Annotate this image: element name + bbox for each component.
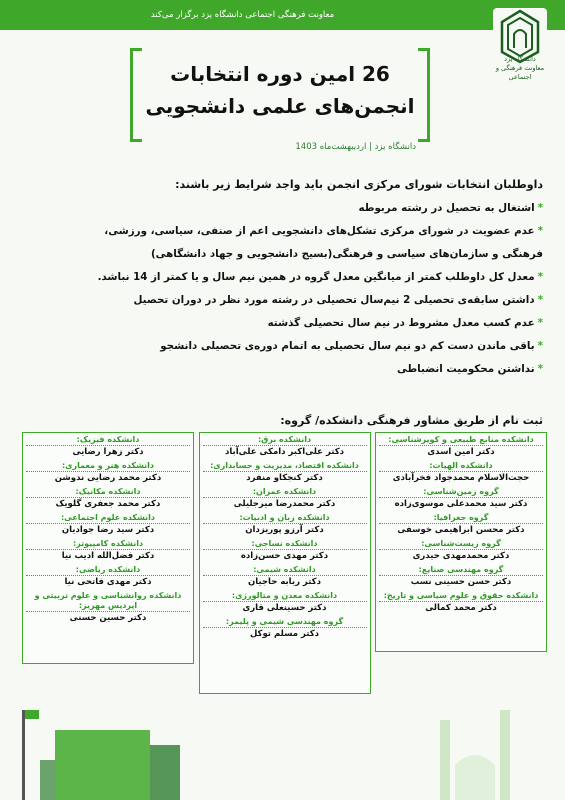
- requirements-list: [18, 197, 543, 381]
- requirement-text: عدم عضویت در شورای مرکزی تشکل‌های دانشجویی اعم از صنفی، سیاسی، ورزشی،: [104, 225, 535, 237]
- advisor-name: دکتر حسن حسینی نسب: [410, 577, 512, 587]
- faculty-name: دانشکده حقوق و علوم سیاسی و تاریخ:: [379, 591, 543, 602]
- faculty-name: گروه مهندسی شیمی و پلیمر:: [203, 617, 367, 628]
- faculty-name: گروه زیست‌شناسی:: [379, 539, 543, 550]
- faculty-name: دانشکده عمران:: [203, 487, 367, 498]
- advisor-entry: [203, 539, 367, 563]
- advisor-entry: [379, 461, 543, 485]
- advisor-name: دکتر مسلم توکل: [249, 629, 320, 639]
- advisor-entry: [26, 539, 190, 563]
- requirement-text: فرهنگی و سازمان‌های سیاسی و فرهنگی(بسیج دانشجویی و جهاد دانشگاهی): [150, 248, 543, 260]
- faculty-name: دانشکده زبان و ادبیات:: [203, 513, 367, 524]
- requirement-item: [18, 312, 543, 335]
- advisor-entry: [26, 565, 190, 589]
- advisor-entry: [26, 591, 190, 625]
- title-line-1: 26 امین دوره انتخابات: [170, 62, 390, 86]
- university-skyline-illustration: [0, 690, 565, 800]
- advisor-entry: [203, 461, 367, 485]
- requirement-text: عدم کسب معدل مشروط در نیم سال تحصیلی گذشته: [267, 317, 535, 329]
- banner-text: معاونت فرهنگی اجتماعی دانشگاه یزد برگزار می‌کند: [150, 10, 335, 20]
- faculty-name: دانشکده مکانیک:: [26, 487, 190, 498]
- faculty-name: دانشکده روانشناسی و علوم تربیتی و اپردیس مهریز:: [26, 591, 190, 612]
- title-subtitle: دانشگاه یزد | اردیبهشت‌ماه 1403: [295, 142, 416, 152]
- faculty-name: دانشکده هنر و معماری:: [26, 461, 190, 472]
- title-line-2: انجمن‌های علمی دانشجویی: [145, 94, 415, 118]
- requirement-item: [18, 335, 543, 358]
- advisor-entry: [379, 565, 543, 589]
- bullet-star-icon: *: [537, 202, 543, 214]
- advisor-name: دکتر علی‌اکبر دامکی علی‌آباد: [224, 447, 345, 457]
- advisor-name: دکتر فضل‌الله ادیب نیا: [61, 551, 155, 561]
- requirement-text: معدل کل داوطلب کمتر از میانگین معدل گروه در همین نیم سال و یا کمتر از 14 نباشد.: [97, 271, 535, 283]
- advisor-name: دکتر مهدی حسن‌زاده: [240, 551, 329, 561]
- advisor-name: دکتر محمدرضا میرجلیلی: [233, 499, 336, 509]
- advisor-entry: [203, 487, 367, 511]
- advisor-name: دکتر زهرا رضایی: [72, 447, 144, 457]
- faculty-name: دانشکده منابع طبیعی و کویرشناسی:: [379, 435, 543, 446]
- advisor-entry: [379, 513, 543, 537]
- advisors-column-1: [22, 432, 194, 664]
- bullet-star-icon: *: [537, 363, 543, 375]
- advisor-name: دکتر محمد جعفری گلویک: [55, 499, 161, 509]
- advisor-entry: [26, 487, 190, 511]
- advisor-entry: [203, 617, 367, 641]
- advisor-name: حجت‌الاسلام محمدجواد فخرآبادی: [392, 473, 530, 483]
- bullet-star-icon: *: [537, 225, 543, 237]
- faculty-name: دانشکده الهیات:: [379, 461, 543, 472]
- logo-line-1: دانشگاه یزد: [504, 55, 536, 63]
- advisor-name: دکتر آرزو پوریزدان: [245, 525, 324, 535]
- requirement-text: اشتغال به تحصیل در رشته مربوطه: [358, 202, 535, 214]
- advisor-name: دکتر امین اسدی: [427, 447, 495, 457]
- advisor-entry: [203, 565, 367, 589]
- advisors-grid: [22, 432, 547, 694]
- advisor-name: دکتر محمد رضایی ندوشن: [54, 473, 162, 483]
- bullet-star-icon: *: [537, 294, 543, 306]
- bullet-star-icon: *: [537, 271, 543, 283]
- requirements-section: [18, 178, 543, 381]
- faculty-name: دانشکده معدن و متالورژی:: [203, 591, 367, 602]
- advisor-entry: [203, 435, 367, 459]
- advisor-entry: [379, 591, 543, 615]
- faculty-name: گروه زمین‌شناسی:: [379, 487, 543, 498]
- faculty-name: دانشکده علوم اجتماعی:: [26, 513, 190, 524]
- advisor-entry: [26, 461, 190, 485]
- top-banner: [0, 0, 565, 30]
- faculty-name: دانشکده اقتصاد، مدیریت و حسابداری:: [203, 461, 367, 472]
- faculty-name: دانشکده شیمی:: [203, 565, 367, 576]
- advisor-name: دکتر سید رضا جوادیان: [61, 525, 155, 535]
- logo-caption: [489, 55, 551, 82]
- advisors-column-3: [375, 432, 547, 652]
- advisor-name: دکتر سید محمدعلی موسوی‌زاده: [394, 499, 528, 509]
- advisor-name: دکتر کنجکاو منفرد: [246, 473, 323, 483]
- advisor-entry: [379, 487, 543, 511]
- requirements-lead: داوطلبان انتخابات شورای مرکزی انجمن باید واجد شرایط زیر باشند:: [175, 178, 543, 191]
- logo-line-2: معاونت فرهنگی و اجتماعی: [495, 64, 545, 81]
- requirement-text: داشتن سابقه‌ی تحصیلی 2 نیم‌سال تحصیلی در رشته مورد نظر در دوران تحصیل: [133, 294, 535, 306]
- requirement-item: [18, 358, 543, 381]
- advisor-name: دکتر حسین حسنی: [69, 613, 147, 623]
- requirement-item: [18, 266, 543, 289]
- requirement-text: باقی ماندن دست کم دو نیم سال تحصیلی به اتمام دوره‌ی تحصیلی دانشجو: [160, 340, 535, 352]
- requirement-text: نداشتن محکومیت انضباطی: [397, 363, 535, 375]
- advisor-entry: [379, 435, 543, 459]
- bullet-star-icon: *: [537, 340, 543, 352]
- advisor-name: دکتر محمد کمالی: [425, 603, 497, 613]
- requirement-item: [18, 243, 543, 266]
- advisor-name: دکتر محمدمهدی حیدری: [412, 551, 510, 561]
- advisor-entry: [26, 513, 190, 537]
- advisor-name: دکتر ربابه حاجیان: [248, 577, 321, 587]
- faculty-name: دانشکده فیزیک:: [26, 435, 190, 446]
- advisors-column-2: [199, 432, 371, 694]
- advisor-name: دکتر مهدی فاتحی نیا: [64, 577, 152, 587]
- title-block: [130, 48, 430, 158]
- faculty-name: دانشکده ریاضی:: [26, 565, 190, 576]
- requirement-item: [18, 220, 543, 243]
- requirement-item: [18, 289, 543, 312]
- register-heading: ثبت نام از طریق مشاور فرهنگی دانشکده/ گروه:: [280, 414, 543, 427]
- faculty-name: گروه مهندسی صنایع:: [379, 565, 543, 576]
- advisor-name: دکتر حسینعلی قاری: [242, 603, 327, 613]
- faculty-name: دانشکده کامپیوتر:: [26, 539, 190, 550]
- advisor-entry: [379, 539, 543, 563]
- requirement-item: [18, 197, 543, 220]
- advisor-name: دکتر محسن ابراهیمی خوسفی: [397, 525, 525, 535]
- advisor-entry: [203, 591, 367, 615]
- bullet-star-icon: *: [537, 317, 543, 329]
- advisor-entry: [26, 435, 190, 459]
- faculty-name: دانشکده نساجی:: [203, 539, 367, 550]
- faculty-name: گروه جغرافیا:: [379, 513, 543, 524]
- advisor-entry: [203, 513, 367, 537]
- faculty-name: دانشکده برق:: [203, 435, 367, 446]
